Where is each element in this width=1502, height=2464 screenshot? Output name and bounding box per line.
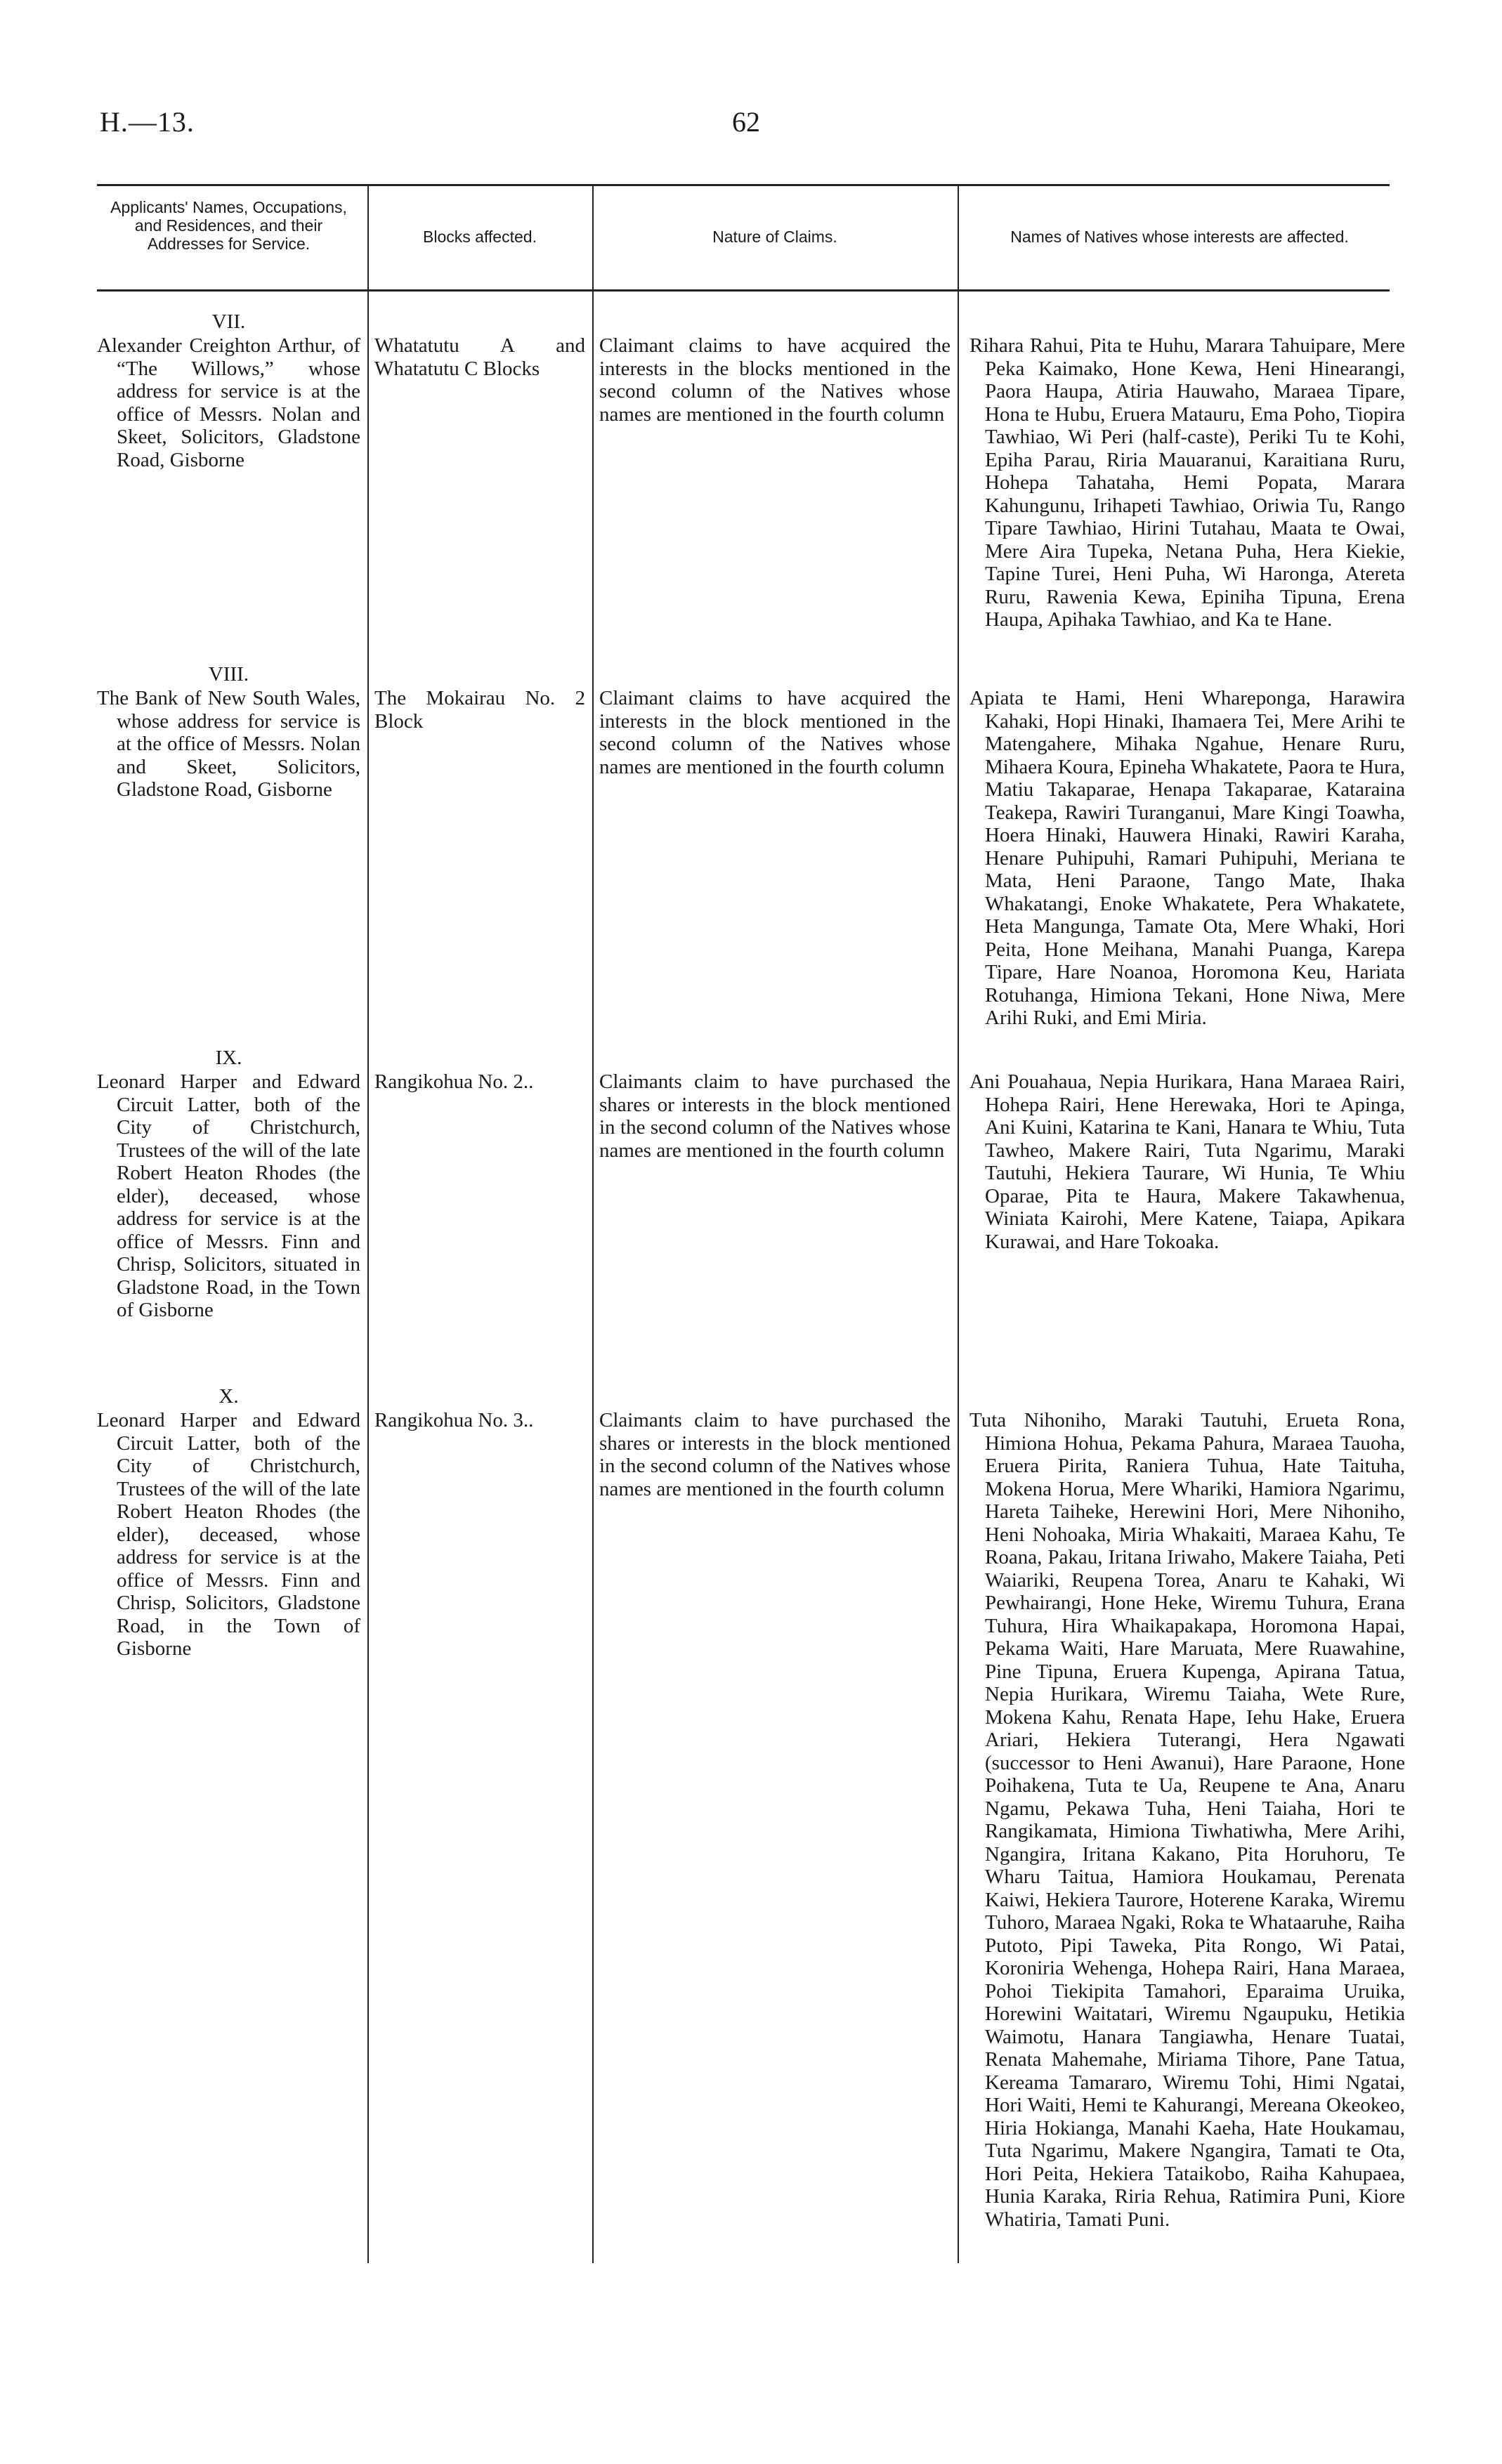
blocks-affected: Rangikohua No. 3.. <box>374 1409 534 1431</box>
column-divider <box>367 184 369 2263</box>
nature-of-claim: Claimants claim to have purchased the shares or interests in the block mentioned in the second column of the Natives whose names are mentioned in the fourth column <box>599 1070 951 1162</box>
natives-names: Apiata te Hami, Heni Whareponga, Harawira Kahaki, Hopi Hinaki, Ihamaera Tei, Mere Arihi te Matengahere, Mihaka Ngahue, Henare Ruru, Mihaera Koura, Epineha Whakatete, Paora te Hura, Matiu Takaparae, Henapa Takaparae, Kataraina Teakepa, Rawiri Turanganui, Mare Kingi Toawha, Hoera Hinaki, Hauwera Hinaki, Rawiri Karaha, Henare Puhipuhi, Ramari Puhipuhi, Meriana te Mata, Heni Paraone, Tango Mate, Ihaka Whakatangi, Enoke Whakatete, Pera Whakatete, Heta Mangunga, Tamate Ota, Mere Whaki, Hori Peita, Hone Meihana, Manahi Puanga, Karepa Tipare, Hare Noanoa, Horomona Keu, Hariata Rotuhanga, Himiona Tekani, Hone Niwa, Mere Arihi Ruki, and Emi Miria. <box>969 687 1405 1029</box>
column-divider <box>958 184 959 2263</box>
applicant-details <box>97 1409 360 1660</box>
claims-table <box>97 184 1405 2291</box>
applicant-details <box>97 1070 360 1322</box>
natives-names: Rihara Rahui, Pita te Huhu, Marara Tahuipare, Mere Peka Kaimako, Hone Kewa, Heni Hinearangi, Paora Haupa, Atiria Hauwaho, Maraea Tipare, Hona te Hubu, Eruera Matauru, Ema Poho, Tiopira Tawhiao, Wi Peri (half-caste), Periki Tu te Kohi, Epiha Parau, Riria Mauaranui, Karaitiana Ruru, Hohepa Tahataha, Hemi Popata, Marara Kahungunu, Irihapeti Tawhiao, Oriwia Tu, Rango Tipare Tawhiao, Hirini Tutahau, Maata te Owai, Mere Aira Tupeka, Netana Puha, Hera Kiekie, Tapine Turei, Heni Puha, Wi Haronga, Atereta Ruru, Rawenia Kewa, Epiniha Tipuna, Erena Haupa, Apihaka Tawhiao, and Ka te Hane. <box>969 334 1405 631</box>
nature-of-claim: Claimant claims to have acquired the interests in the blocks mentioned in the second column of the Natives whose names are mentioned in the fourth column <box>599 334 951 426</box>
natives-names: Ani Pouahaua, Nepia Hurikara, Hana Maraea Rairi, Hohepa Rairi, Hene Herewaka, Hori te Apinga, Ani Kuini, Katarina te Kani, Hanara te Whiu, Tuta Tawheo, Makere Rairi, Tuta Ngarimu, Maraki Tautuhi, Hekiera Taurare, Wi Hunia, Te Whiu Oparae, Pita te Haura, Makere Takawhenua, Winiata Kairohi, Mere Katene, Taiapa, Apikara Kurawai, and Hare Tokoaka. <box>969 1070 1405 1253</box>
nature-of-claim: Claimant claims to have acquired the interests in the block mentioned in the second column of the Natives whose names are mentioned in the fourth column <box>599 687 951 778</box>
applicant-text: Leonard Harper and Edward Circuit Latter, both of the City of Christchurch, Trustees of the will of the late Robert Heaton Rhodes (the elder), deceased, whose address for service is at the office of Messrs. Finn and Chrisp, Solicitors, Gladstone Road, in the Town of Gisborne <box>97 1409 360 1660</box>
table-header-rule <box>97 289 1390 291</box>
column-header-applicants: Applicants' Names, Occupations, and Residences, and their Addresses for Service. <box>110 198 347 253</box>
document-reference: H.—13. <box>100 106 195 138</box>
page-number: 62 <box>732 106 760 138</box>
applicant-text: The Bank of New South Wales, whose address for service is at the office of Messrs. Nolan and Skeet, Solicitors, Gladstone Road, Gisborne <box>97 687 360 801</box>
blocks-affected: The Mokairau No. 2 Block <box>374 687 585 733</box>
column-header-nature: Nature of Claims. <box>712 228 837 246</box>
entry-number: VIII. <box>208 663 249 686</box>
table-top-rule <box>97 184 1390 186</box>
applicant-text: Leonard Harper and Edward Circuit Latter, both of the City of Christchurch, Trustees of the will of the late Robert Heaton Rhodes (the elder), deceased, whose address for service is at the office of Messrs. Finn and Chrisp, Solicitors, situated in Gladstone Road, in the Town of Gisborne <box>97 1070 360 1321</box>
entry-number: X. <box>218 1385 239 1408</box>
applicant-text: Alexander Creighton Arthur, of “The Willows,” whose address for service is at the office of Messrs. Nolan and Skeet, Solicitors, Gladstone Road, Gisborne <box>97 334 360 471</box>
nature-of-claim: Claimants claim to have purchased the shares or interests in the block mentioned in the second column of the Natives whose names are mentioned in the fourth column <box>599 1409 951 1500</box>
applicant-details <box>97 334 360 471</box>
page-header <box>100 105 1413 148</box>
entry-number: IX. <box>215 1047 242 1069</box>
applicant-details <box>97 687 360 801</box>
blocks-affected: Whatatutu A and Whatatutu C Blocks <box>374 334 585 380</box>
natives-names: Tuta Nihoniho, Maraki Tautuhi, Erueta Rona, Himiona Hohua, Pekama Pahura, Maraea Tauoha, Eruera Pirita, Raniera Tuhua, Hate Taituha, Mokena Horua, Mere Whariki, Hamiora Ngarimu, Hareta Taiheke, Herewini Hori, Mere Nihoniho, Heni Nohoaka, Miria Whakaiti, Maraea Kahu, Te Roana, Pakau, Iritana Iriwaho, Makere Taiaha, Peti Waiariki, Reupena Torea, Anaru te Kahaki, Wi Pewhairangi, Hone Heke, Wiremu Tuhura, Erana Tuhura, Hira Whaikapakapa, Horomona Hapai, Pekama Waiti, Hare Maruata, Mere Ruawahine, Pine Tipuna, Eruera Kupenga, Apirana Tatua, Nepia Hurikara, Wiremu Taiaha, Wete Rure, Mokena Kahu, Renata Hape, Iehu Hake, Eruera Ariari, Hekiera Tuterangi, Hera Ngawati (successor to Heni Awanui), Hare Paraone, Hone Poihakena, Tuta te Ua, Reupene te Ana, Anaru Ngamu, Pekawa Tuha, Heni Taiaha, Hori te Rangikamata, Himiona Tiwhatiwha, Mere Arihi, Ngangira, Iritana Kakano, Pita Horuhoru, Te Wharu Taitua, Hamiora Houkamau, Perenata Kaiwi, Hekiera Taurore, Hoterene Karaka, Wiremu Tuhoro, Maraea Ngaki, Roka te Whataaruhe, Raiha Putoto, Pipi Taweka, Pita Rongo, Wi Patai, Koroniria Wehenga, Hohepa Rairi, Hana Maraea, Pohoi Tiekipita Tamahori, Eparaima Uruika, Horewini Waitatari, Wiremu Ngaupuku, Hetikia Waimotu, Hanara Tangiawha, Henare Tuatai, Renata Mahemahe, Miriama Tihore, Pane Tatua, Kereama Tamararo, Wiremu Tohi, Himi Ngatai, Hori Waiti, Hemi te Kahurangi, Mereana Okeokeo, Hiria Hokianga, Manahi Kaeha, Hate Houkamau, Tuta Ngarimu, Makere Ngangira, Tamati te Ota, Hori Peita, Hekiera Tataikobo, Raiha Kahupaea, Hunia Karaka, Riria Rehua, Ratimira Puni, Kiore Whatiria, Tamati Puni. <box>969 1409 1405 2231</box>
column-header-natives: Names of Natives whose interests are affected. <box>1010 228 1349 246</box>
column-header-blocks: Blocks affected. <box>423 228 537 246</box>
column-divider <box>592 184 594 2263</box>
blocks-affected: Rangikohua No. 2.. <box>374 1070 534 1093</box>
entry-number: VII. <box>211 310 246 333</box>
